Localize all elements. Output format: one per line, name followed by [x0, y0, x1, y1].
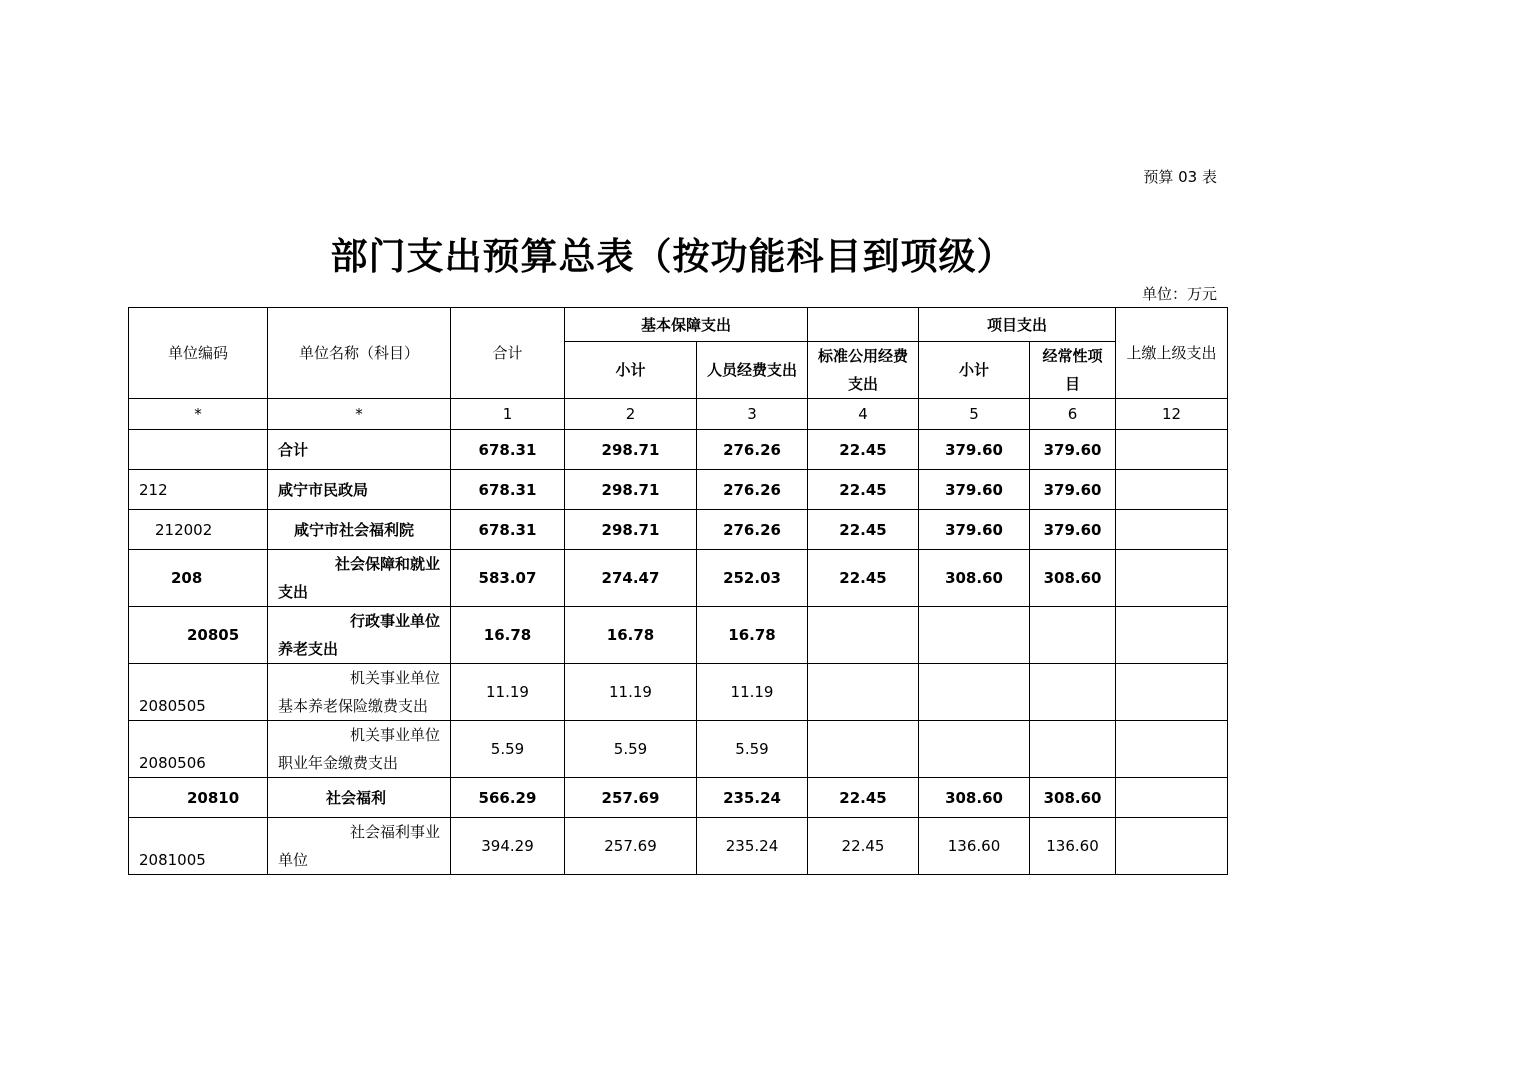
row-basic-subtotal: 16.78 — [565, 607, 697, 664]
row-total: 678.31 — [451, 470, 565, 510]
table-row — [129, 721, 1228, 778]
row-public: 22.45 — [808, 470, 919, 510]
row-regular — [1030, 721, 1116, 778]
row-personnel: 276.26 — [697, 470, 808, 510]
row-upper — [1116, 721, 1228, 778]
row-regular: 136.60 — [1030, 818, 1116, 875]
row-public: 22.45 — [808, 510, 919, 550]
row-basic-subtotal: 298.71 — [565, 470, 697, 510]
row-name — [268, 818, 451, 875]
page-title: 部门支出预算总表（按功能科目到项级） — [330, 235, 1015, 278]
row-personnel: 276.26 — [697, 510, 808, 550]
row-code: 212 — [129, 470, 268, 510]
table-row — [129, 664, 1228, 721]
row-upper — [1116, 818, 1228, 875]
row-basic-subtotal: 257.69 — [565, 818, 697, 875]
row-name-line2: 支出 — [278, 583, 309, 601]
row-name-line2: 职业年金缴费支出 — [278, 754, 399, 772]
row-name: 社会福利 — [268, 778, 451, 818]
budget-table — [128, 307, 1228, 875]
row-name-line1: 机关事业单位 — [349, 669, 440, 687]
row-name: 合计 — [268, 430, 451, 470]
row-project-subtotal — [919, 721, 1030, 778]
index-cell: * — [129, 399, 268, 430]
row-regular — [1030, 664, 1116, 721]
header-public: 标准公用经费支出 — [808, 342, 919, 399]
table-row — [129, 470, 1228, 510]
row-basic-subtotal: 298.71 — [565, 430, 697, 470]
header-empty-cell — [808, 308, 919, 342]
row-code: 2080505 — [129, 664, 268, 721]
table-row — [129, 607, 1228, 664]
row-project-subtotal: 308.60 — [919, 550, 1030, 607]
row-public: 22.45 — [808, 550, 919, 607]
header-basic — [565, 308, 808, 342]
header-basic-subtotal: 小计 — [565, 342, 697, 399]
table-row — [129, 510, 1228, 550]
row-personnel: 235.24 — [697, 818, 808, 875]
row-upper — [1116, 664, 1228, 721]
row-name: 咸宁市民政局 — [268, 470, 451, 510]
row-upper — [1116, 607, 1228, 664]
form-number: 预算 03 表 — [1143, 168, 1217, 186]
row-public — [808, 721, 919, 778]
header-total: 合计 — [451, 308, 565, 399]
row-project-subtotal — [919, 664, 1030, 721]
row-project-subtotal — [919, 607, 1030, 664]
row-project-subtotal: 136.60 — [919, 818, 1030, 875]
index-cell: 3 — [697, 399, 808, 430]
row-public: 22.45 — [808, 430, 919, 470]
unit-label: 单位：万元 — [1141, 285, 1217, 303]
table-row — [129, 818, 1228, 875]
row-basic-subtotal: 11.19 — [565, 664, 697, 721]
row-upper — [1116, 430, 1228, 470]
row-name — [268, 607, 451, 664]
row-basic-subtotal: 5.59 — [565, 721, 697, 778]
row-personnel: 252.03 — [697, 550, 808, 607]
row-upper — [1116, 550, 1228, 607]
row-name-line1: 机关事业单位 — [349, 726, 440, 744]
row-project-subtotal: 379.60 — [919, 510, 1030, 550]
row-regular: 308.60 — [1030, 550, 1116, 607]
header-project: 项目支出 — [919, 308, 1116, 342]
row-project-subtotal: 379.60 — [919, 470, 1030, 510]
row-upper — [1116, 778, 1228, 818]
row-personnel: 11.19 — [697, 664, 808, 721]
row-public: 22.45 — [808, 778, 919, 818]
table-row — [129, 550, 1228, 607]
index-cell: 1 — [451, 399, 565, 430]
row-total: 394.29 — [451, 818, 565, 875]
row-upper — [1116, 470, 1228, 510]
header-upper: 上缴上级支出 — [1116, 308, 1228, 399]
row-name-line1: 社会保障和就业 — [334, 555, 440, 573]
row-basic-subtotal: 298.71 — [565, 510, 697, 550]
row-code: 20810 — [129, 778, 268, 818]
index-cell: 5 — [919, 399, 1030, 430]
header-personnel: 人员经费支出 — [697, 342, 808, 399]
header-code: 单位编码 — [129, 308, 268, 399]
row-project-subtotal: 379.60 — [919, 430, 1030, 470]
header-project-subtotal: 小计 — [919, 342, 1030, 399]
row-basic-subtotal: 257.69 — [565, 778, 697, 818]
row-regular: 379.60 — [1030, 430, 1116, 470]
row-name — [268, 664, 451, 721]
row-code — [129, 430, 268, 470]
table-row — [129, 430, 1228, 470]
row-public — [808, 607, 919, 664]
row-name — [268, 550, 451, 607]
row-personnel: 235.24 — [697, 778, 808, 818]
header-basic-label: 基本保障支出 — [641, 315, 732, 334]
row-name-line1: 行政事业单位 — [349, 612, 440, 630]
row-total: 5.59 — [451, 721, 565, 778]
index-cell: 12 — [1116, 399, 1228, 430]
row-total: 678.31 — [451, 430, 565, 470]
row-total: 566.29 — [451, 778, 565, 818]
row-name-line1: 社会福利事业 — [349, 823, 440, 841]
row-regular: 379.60 — [1030, 470, 1116, 510]
row-code: 208 — [129, 550, 268, 607]
row-name-line2: 基本养老保险缴费支出 — [278, 697, 429, 715]
row-project-subtotal: 308.60 — [919, 778, 1030, 818]
header-regular: 经常性项目 — [1030, 342, 1116, 399]
row-total: 678.31 — [451, 510, 565, 550]
table-row — [129, 778, 1228, 818]
row-upper — [1116, 510, 1228, 550]
row-regular: 308.60 — [1030, 778, 1116, 818]
row-total: 583.07 — [451, 550, 565, 607]
row-name-line2: 单位 — [278, 851, 309, 869]
row-regular: 379.60 — [1030, 510, 1116, 550]
row-name: 咸宁市社会福利院 — [268, 510, 451, 550]
row-personnel: 5.59 — [697, 721, 808, 778]
row-name — [268, 721, 451, 778]
header-name: 单位名称（科目） — [268, 308, 451, 399]
index-cell: * — [268, 399, 451, 430]
row-total: 16.78 — [451, 607, 565, 664]
index-cell: 6 — [1030, 399, 1116, 430]
row-personnel: 276.26 — [697, 430, 808, 470]
row-total: 11.19 — [451, 664, 565, 721]
row-name-line2: 养老支出 — [278, 640, 339, 658]
index-cell: 4 — [808, 399, 919, 430]
header-row-1 — [129, 308, 1228, 342]
row-code: 212002 — [129, 510, 268, 550]
row-regular — [1030, 607, 1116, 664]
row-code: 2081005 — [129, 818, 268, 875]
index-row — [129, 399, 1228, 430]
row-code: 2080506 — [129, 721, 268, 778]
row-public — [808, 664, 919, 721]
index-cell: 2 — [565, 399, 697, 430]
row-public: 22.45 — [808, 818, 919, 875]
row-basic-subtotal: 274.47 — [565, 550, 697, 607]
row-code: 20805 — [129, 607, 268, 664]
row-personnel: 16.78 — [697, 607, 808, 664]
